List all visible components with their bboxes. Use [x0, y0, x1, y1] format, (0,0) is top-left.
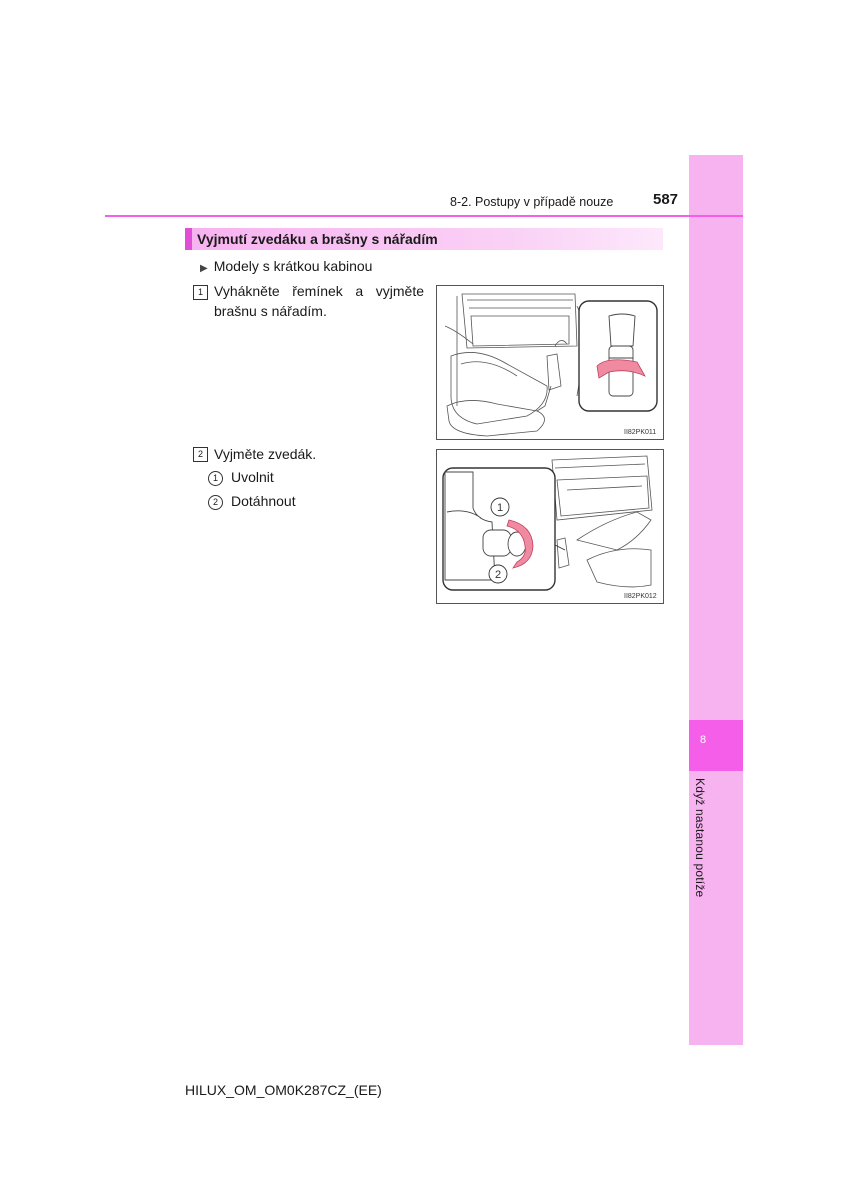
header-section-title: 8-2. Postupy v případě nouze — [450, 195, 614, 209]
substep-2-number: 2 — [208, 495, 223, 510]
substep-2 — [208, 493, 296, 510]
substep-1-text: Uvolnit — [231, 469, 274, 485]
step-2-number: 2 — [193, 447, 208, 462]
chapter-number: 8 — [699, 734, 707, 746]
figure-jack-removal — [436, 449, 664, 604]
header-divider — [105, 215, 743, 217]
callout-2-label: 2 — [494, 569, 502, 581]
model-note-text: Modely s krátkou kabinou — [213, 258, 373, 274]
substep-2-text: Dotáhnout — [231, 493, 296, 509]
chapter-side-tab — [689, 155, 743, 1045]
jack-removal-illustration — [437, 450, 663, 603]
tool-bag-illustration — [437, 286, 663, 439]
section-heading-accent — [185, 228, 192, 250]
step-1-text — [214, 281, 424, 321]
substep-1 — [208, 469, 274, 486]
figure-2-code: II82PK012 — [624, 593, 657, 600]
callout-1-label: 1 — [496, 502, 504, 514]
step-1-text-line-2: brašnu s nářadím. — [214, 303, 327, 319]
document-footer-code: HILUX_OM_OM0K287CZ_(EE) — [185, 1082, 382, 1098]
triangle-bullet-icon: ▶ — [200, 263, 208, 274]
step-2-text: Vyjměte zvedák. — [214, 446, 317, 462]
step-1-number: 1 — [193, 285, 208, 300]
step-1-text-line-1: Vyhákněte řemínek a vyjměte — [214, 283, 424, 299]
section-title: Vyjmutí zvedáku a brašny s nářadím — [197, 231, 438, 247]
page-number: 587 — [653, 191, 679, 208]
substep-1-number: 1 — [208, 471, 223, 486]
figure-tool-bag — [436, 285, 664, 440]
figure-1-code: II82PK011 — [624, 429, 657, 436]
chapter-title-vertical: Když nastanou potíže — [693, 778, 707, 898]
model-note — [200, 258, 372, 274]
